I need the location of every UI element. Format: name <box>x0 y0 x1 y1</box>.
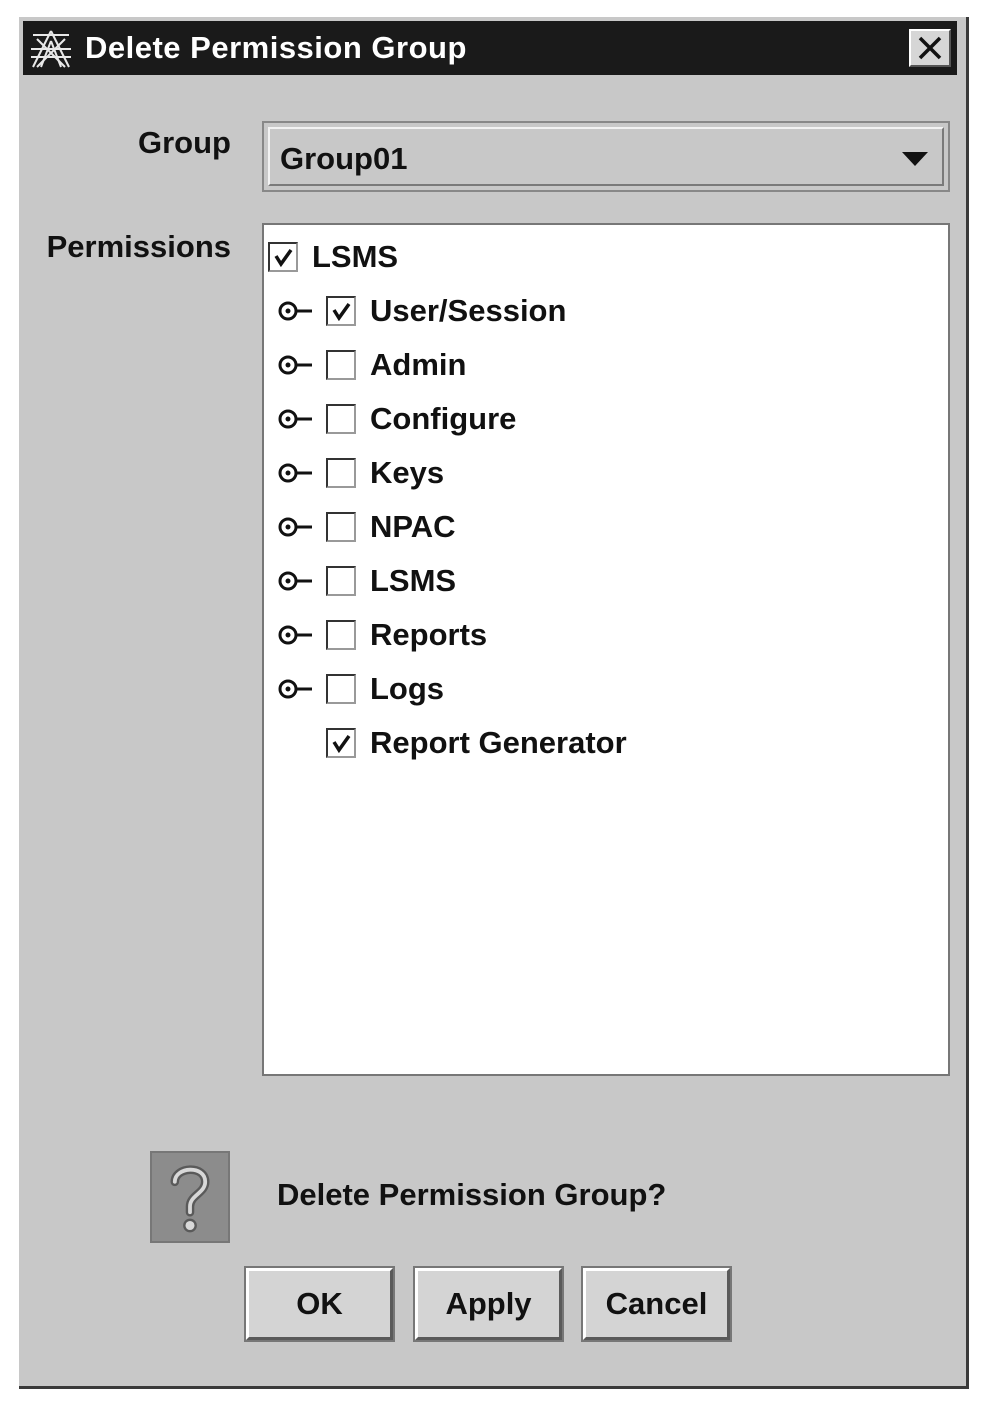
tree-node-logs[interactable] <box>278 669 444 709</box>
tree-key-icon[interactable] <box>278 624 314 646</box>
permissions-label: Permissions <box>46 229 231 264</box>
keys-label: Keys <box>370 455 445 490</box>
check-mark-icon <box>331 733 351 753</box>
tree-key-icon[interactable] <box>278 300 314 322</box>
report-generator-checkbox[interactable] <box>326 728 356 758</box>
close-x-icon <box>917 35 943 61</box>
tree-node-lsms[interactable] <box>278 561 456 601</box>
confirm-message: Delete Permission Group? <box>277 1177 667 1212</box>
check-mark-icon <box>331 301 351 321</box>
tree-node-user-session[interactable] <box>278 291 566 331</box>
keys-checkbox[interactable] <box>326 458 356 488</box>
tree-key-icon[interactable] <box>278 354 314 376</box>
ok-button[interactable]: OK <box>246 1268 393 1340</box>
admin-label: Admin <box>370 347 467 382</box>
tree-node-admin[interactable] <box>278 345 466 385</box>
permissions-tree[interactable] <box>262 223 950 1076</box>
lsms-checkbox[interactable] <box>326 566 356 596</box>
user-session-label: User/Session <box>370 293 567 328</box>
tree-node-report-generator[interactable] <box>326 723 627 763</box>
tree-key-icon[interactable] <box>278 570 314 592</box>
tree-node-configure[interactable] <box>278 399 516 439</box>
cancel-button[interactable]: Cancel <box>583 1268 730 1340</box>
question-mark-icon <box>150 1151 230 1243</box>
tree-key-icon[interactable] <box>278 408 314 430</box>
triangle-down-icon[interactable] <box>900 149 930 169</box>
tree-key-icon[interactable] <box>278 462 314 484</box>
tree-root-label: LSMS <box>312 239 399 274</box>
tree-node-npac[interactable] <box>278 507 456 547</box>
starburst-icon <box>29 27 73 71</box>
title-bar[interactable] <box>23 21 957 75</box>
tree-key-icon[interactable] <box>278 516 314 538</box>
reports-label: Reports <box>370 617 488 652</box>
check-mark-icon <box>273 247 293 267</box>
group-dropdown[interactable] <box>262 121 950 192</box>
configure-label: Configure <box>370 401 517 436</box>
group-label: Group <box>138 125 231 160</box>
tree-node-keys[interactable] <box>278 453 444 493</box>
delete-permission-group-dialog <box>19 17 969 1389</box>
configure-checkbox[interactable] <box>326 404 356 434</box>
reports-checkbox[interactable] <box>326 620 356 650</box>
npac-label: NPAC <box>370 509 456 544</box>
logs-label: Logs <box>370 671 445 706</box>
user-session-checkbox[interactable] <box>326 296 356 326</box>
apply-button[interactable]: Apply <box>415 1268 562 1340</box>
tree-root-checkbox[interactable] <box>268 242 298 272</box>
tree-key-icon[interactable] <box>278 678 314 700</box>
question-glyph <box>152 1153 228 1241</box>
admin-checkbox[interactable] <box>326 350 356 380</box>
npac-checkbox[interactable] <box>326 512 356 542</box>
logs-checkbox[interactable] <box>326 674 356 704</box>
tree-root-row[interactable] <box>268 237 398 277</box>
tree-node-reports[interactable] <box>278 615 487 655</box>
report-generator-label: Report Generator <box>370 725 627 760</box>
window-title: Delete Permission Group <box>85 30 467 65</box>
group-dropdown-value: Group01 <box>280 141 408 176</box>
close-button[interactable] <box>909 29 951 67</box>
lsms-label: LSMS <box>370 563 457 598</box>
